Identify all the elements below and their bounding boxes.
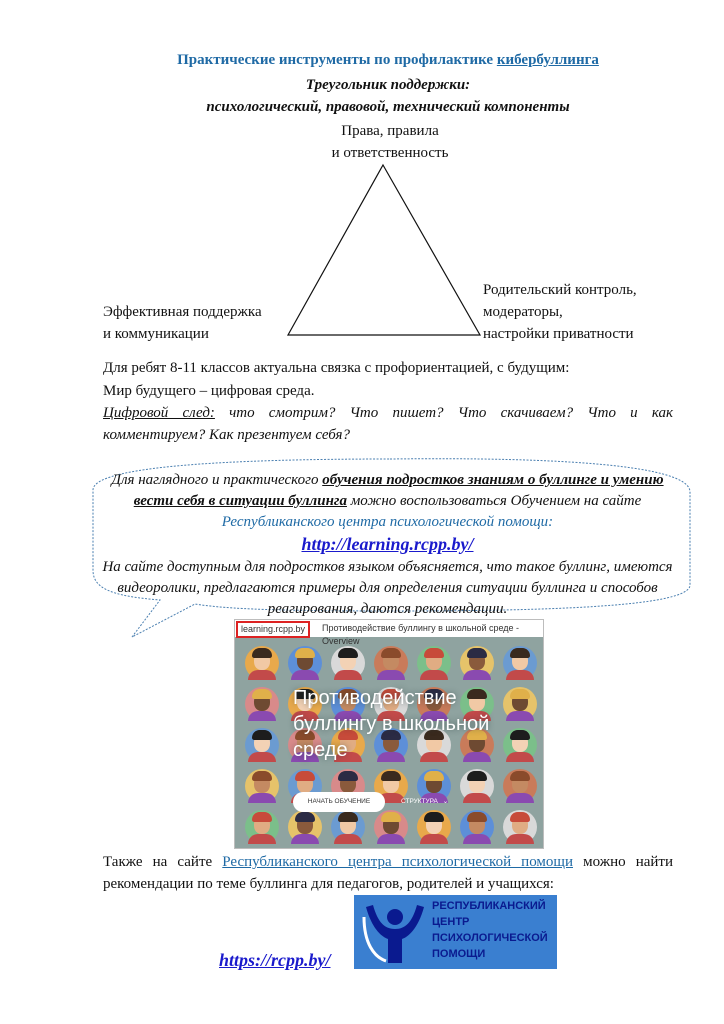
- triangle-top-line-2: и ответственность: [331, 145, 449, 161]
- avatar: [245, 646, 279, 680]
- body-line-2: Мир будущего – цифровая среда.: [103, 383, 315, 399]
- avatar: [417, 646, 451, 680]
- triangle-top-line-1: Права, правила: [341, 123, 439, 139]
- avatar: [374, 810, 408, 844]
- callout-part-1: Для наглядного и практического: [111, 472, 323, 488]
- triangle-left-line-1: Эффективная поддержка: [103, 304, 262, 320]
- avatar: [503, 810, 537, 844]
- logo-person-icon: [362, 899, 428, 965]
- avatar: [245, 728, 279, 762]
- subtitle-line-1: Треугольник поддержки:: [305, 77, 471, 93]
- avatar: [460, 769, 494, 803]
- rcpp-site-link[interactable]: https://rcpp.by/: [219, 950, 331, 970]
- logo-line-4: ПОМОЩИ: [432, 948, 486, 960]
- avatar: [245, 769, 279, 803]
- chevron-down-icon: ⌄: [442, 798, 449, 805]
- structure-menu[interactable]: [401, 792, 448, 812]
- avatar: [503, 646, 537, 680]
- start-learning-button[interactable]: НАЧАТЬ ОБУЧЕНИЕ: [293, 792, 385, 812]
- callout-description: На сайте доступным для подростков языком объясняется, что такое буллинг, имеются видеоролики, предлагаются примеры для определения ситуации буллинга и способов реагирования, даются рекомендации.: [102, 559, 673, 617]
- avatar: [503, 769, 537, 803]
- avatar: [245, 687, 279, 721]
- avatar: [331, 646, 365, 680]
- triangle-right-line-2: модераторы,: [483, 304, 563, 320]
- avatar: [460, 810, 494, 844]
- course-heading: Противодействие буллингу в школьной среде: [293, 687, 490, 761]
- callout-text: [100, 470, 675, 620]
- also-part-1: Также на сайте: [103, 854, 223, 870]
- logo-line-2: ЦЕНТР: [432, 916, 470, 928]
- browser-url-label[interactable]: learning.rcpp.by: [236, 621, 310, 638]
- callout-part-2: можно воспользоваться Обучением на сайте: [346, 493, 642, 509]
- also-paragraph: [103, 851, 673, 895]
- callout-emphasis: обучения подростков знаниям о буллинге и умению вести себя в ситуации буллинга: [133, 472, 664, 509]
- body-line-1: Для ребят 8-11 классов актуальна связка с профориентацией, с будущим:: [103, 360, 570, 376]
- browser-title-bar: [235, 620, 543, 646]
- logo-text: [432, 898, 557, 962]
- logo-line-3: ПСИХОЛОГИЧЕСКОЙ: [432, 932, 548, 944]
- learning-url-link[interactable]: http://learning.rcpp.by/: [301, 534, 474, 554]
- cyberbullying-link[interactable]: кибербуллинга: [496, 52, 599, 68]
- avatar: [374, 646, 408, 680]
- logo-line-1: РЕСПУБЛИКАНСКИЙ: [432, 900, 546, 912]
- subtitle-line-2: психологический, правовой, технический компоненты: [206, 99, 570, 115]
- digital-footprint-text: что смотрим? Что пишет? Что скачиваем? Что и как комментируем? Как презентуем себя?: [103, 405, 673, 443]
- rcpp-center-link[interactable]: Республиканского центра психологической помощи: [222, 854, 573, 870]
- avatar: [417, 810, 451, 844]
- browser-page-title: Противодействие буллингу в школьной среде - Overview: [322, 623, 520, 646]
- avatar: [460, 646, 494, 680]
- website-screenshot: [234, 619, 544, 849]
- digital-footprint-heading: Цифровой след:: [103, 405, 215, 421]
- document-title-text: Практические инструменты по профилактике: [177, 52, 497, 68]
- also-part-2: можно найти рекомендации по теме буллинга для педагогов, родителей и учащихся:: [103, 854, 673, 892]
- triangle-right-line-1: Родительский контроль,: [483, 282, 637, 298]
- avatar: [288, 646, 322, 680]
- avatar: [245, 810, 279, 844]
- triangle-right-line-3: настройки приватности: [483, 326, 634, 342]
- callout-center-name: Республиканского центра психологической помощи:: [221, 514, 554, 530]
- structure-label: СТРУКТУРА: [401, 798, 438, 805]
- triangle-left-line-2: и коммуникации: [103, 326, 209, 342]
- avatar: [331, 810, 365, 844]
- avatar: [288, 810, 322, 844]
- rcpp-logo: [354, 895, 557, 969]
